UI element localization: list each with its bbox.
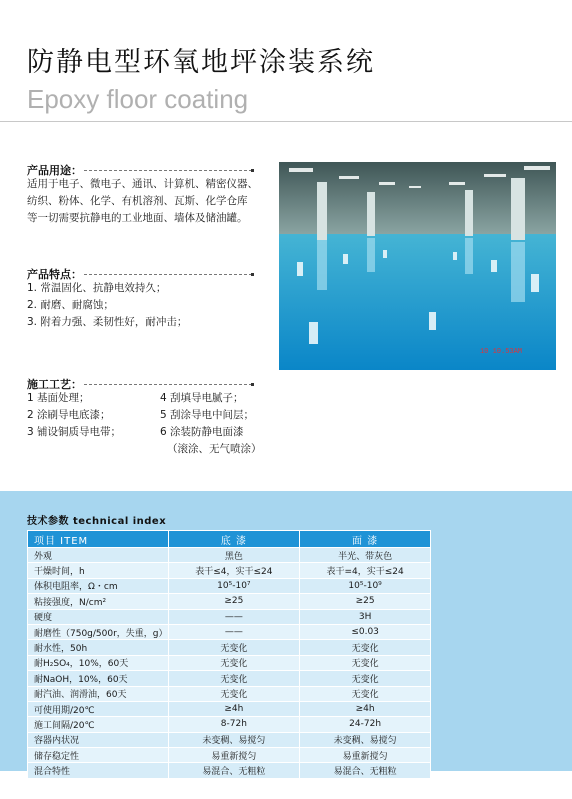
usage-line: 纺织、粉体、化学、有机溶剂、瓦斯、化学仓库 (27, 195, 248, 207)
usage-line: 等一切需要抗静电的工业地面、墙体及储油罐。 (27, 212, 248, 224)
cell-base: 8-72h (168, 717, 300, 732)
cell-base: 无变化 (168, 640, 300, 655)
process-steps-col2 (160, 390, 262, 458)
cell-base: 易重新搅匀 (168, 748, 300, 763)
cell-top: 10⁵-10⁹ (300, 578, 431, 593)
cell-base: 未变稠、易搅匀 (168, 732, 300, 747)
process-step: 1 基面处理； (27, 392, 90, 404)
table-row (28, 594, 431, 609)
cell-base: —— (168, 624, 300, 639)
table-row (28, 686, 431, 701)
table-row (28, 563, 431, 578)
cell-top: ≥4h (300, 701, 431, 716)
cell-item: 干燥时间，h (28, 563, 169, 578)
table-row (28, 609, 431, 624)
cell-top: ≥25 (300, 594, 431, 609)
cell-base: 黑色 (168, 548, 300, 563)
title-divider (0, 121, 572, 122)
process-heading: 施工工艺： (27, 378, 82, 391)
usage-text (27, 176, 258, 227)
process-step-note: （滚涂、无气喷涂） (167, 443, 262, 455)
tech-heading: 技术参数 technical index (27, 516, 167, 527)
cell-base: 10⁵-10⁷ (168, 578, 300, 593)
process-step: 4 刮填导电腻子； (160, 392, 244, 404)
cell-base: 无变化 (168, 686, 300, 701)
usage-heading-dot (251, 169, 254, 172)
feature-line: 2. 耐磨、耐腐蚀； (27, 299, 114, 311)
table-row (28, 717, 431, 732)
page-title: 防静电型环氧地坪涂装系统 (27, 47, 375, 78)
tech-table (27, 530, 431, 779)
table-row (28, 763, 431, 778)
cell-top: 3H (300, 609, 431, 624)
cell-base: 易混合、无粗粒 (168, 763, 300, 778)
process-step: 3 铺设铜质导电带； (27, 426, 122, 438)
usage-line: 适用于电子、微电子、通讯、计算机、精密仪器、 (27, 178, 258, 190)
table-row (28, 671, 431, 686)
cell-top: 易重新搅匀 (300, 748, 431, 763)
cell-item: 外观 (28, 548, 169, 563)
features-heading-dot (251, 273, 254, 276)
cell-base: 无变化 (168, 671, 300, 686)
process-step: 6 涂装防静电面漆 (160, 426, 244, 438)
cell-top: 无变化 (300, 655, 431, 670)
cell-top: 未变稠、易搅匀 (300, 732, 431, 747)
cell-base: 表干≤4，实干≤24 (168, 563, 300, 578)
tech-table-body (28, 548, 431, 779)
features-text (27, 280, 187, 331)
process-steps-col1 (27, 390, 121, 441)
cell-item: 耐磨性（750g/500r，失重，g） (28, 624, 169, 639)
cell-top: 半光、带灰色 (300, 548, 431, 563)
cell-top: 无变化 (300, 671, 431, 686)
cell-top: 无变化 (300, 640, 431, 655)
feature-line: 1. 常温固化、抗静电效持久； (27, 282, 167, 294)
usage-heading-rule (84, 170, 252, 171)
table-row (28, 624, 431, 639)
cell-top: 24-72h (300, 717, 431, 732)
table-row (28, 640, 431, 655)
process-heading-rule (84, 384, 252, 385)
floor-photo-illustration (279, 162, 556, 370)
table-row (28, 748, 431, 763)
feature-line: 3. 附着力强、柔韧性好，耐冲击； (27, 316, 188, 328)
process-heading-dot (251, 383, 254, 386)
col-header-item: 项目 ITEM (28, 531, 169, 548)
process-step: 5 刮涂导电中间层； (160, 409, 255, 421)
cell-base: 无变化 (168, 655, 300, 670)
cell-item: 体积电阻率，Ω・cm (28, 578, 169, 593)
cell-item: 混合特性 (28, 763, 169, 778)
table-row (28, 701, 431, 716)
table-row (28, 655, 431, 670)
cell-item: 储存稳定性 (28, 748, 169, 763)
cell-item: 可使用期/20℃ (28, 701, 169, 716)
usage-heading: 产品用途： (27, 164, 82, 177)
page-subtitle: Epoxy floor coating (27, 84, 249, 114)
cell-top: ≤0.03 (300, 624, 431, 639)
features-heading: 产品特点： (27, 268, 82, 281)
tech-table-header (28, 531, 431, 548)
cell-base: ≥25 (168, 594, 300, 609)
table-row (28, 732, 431, 747)
cell-top: 易混合、无粗粒 (300, 763, 431, 778)
cell-item: 耐H₂SO₄，10%，60天 (28, 655, 169, 670)
cell-item: 耐汽油、润滑油，60天 (28, 686, 169, 701)
cell-base: —— (168, 609, 300, 624)
table-row (28, 548, 431, 563)
cell-item: 施工间隔/20℃ (28, 717, 169, 732)
process-step: 2 涂刷导电底漆； (27, 409, 111, 421)
col-header-top: 面 漆 (300, 531, 431, 548)
cell-top: 无变化 (300, 686, 431, 701)
features-heading-rule (84, 274, 252, 275)
cell-base: ≥4h (168, 701, 300, 716)
cell-item: 硬度 (28, 609, 169, 624)
photo-timestamp: 10 10.53AM (479, 348, 522, 356)
cell-item: 耐NaOH，10%，60天 (28, 671, 169, 686)
cell-top: 表干=4，实干≤24 (300, 563, 431, 578)
table-row (28, 578, 431, 593)
cell-item: 粘接强度，N/cm² (28, 594, 169, 609)
col-header-base: 底 漆 (168, 531, 300, 548)
cell-item: 容器内状况 (28, 732, 169, 747)
floor-photo (279, 162, 556, 370)
cell-item: 耐水性，50h (28, 640, 169, 655)
